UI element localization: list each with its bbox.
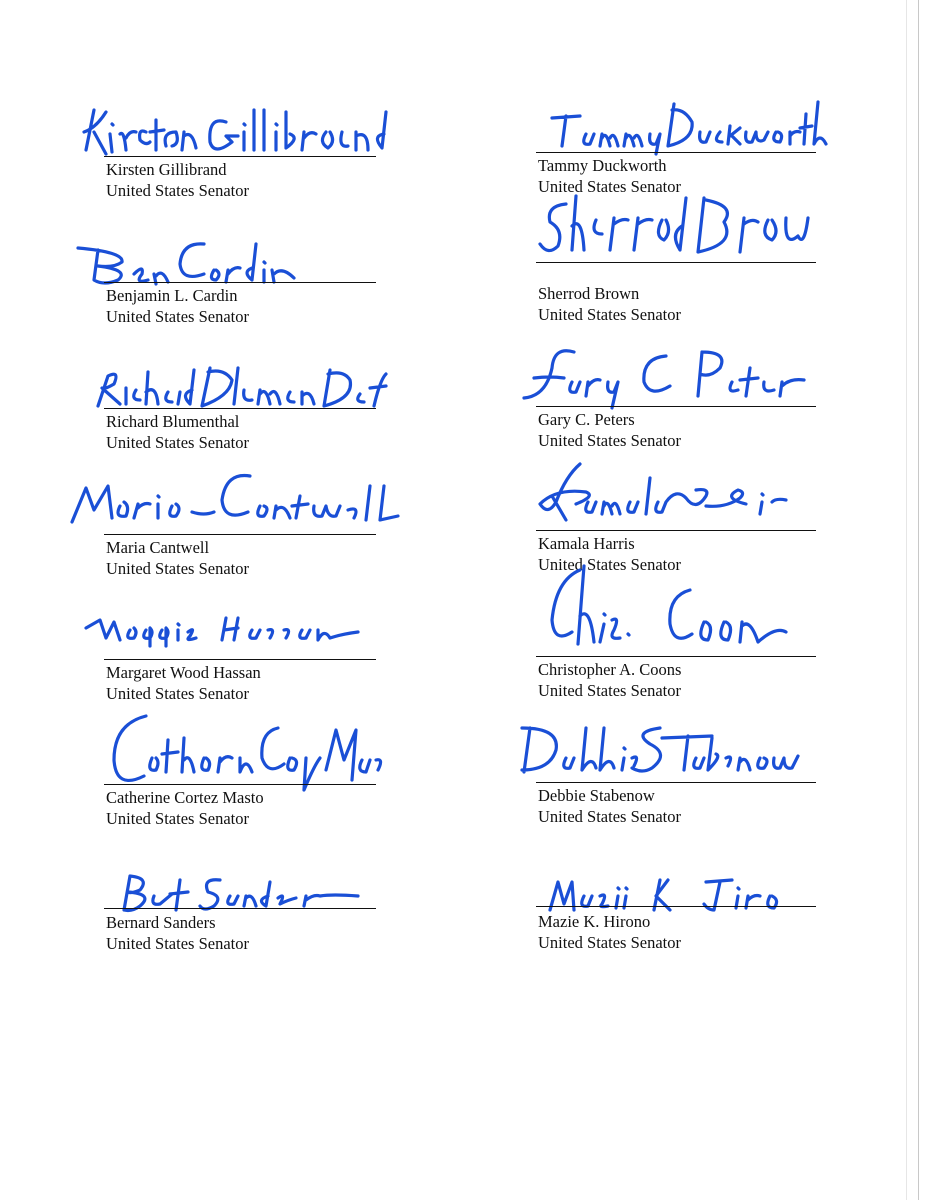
signature-block bbox=[104, 854, 376, 954]
senator-name: Mazie K. Hirono bbox=[538, 912, 651, 931]
senator-name: Benjamin L. Cardin bbox=[106, 286, 238, 305]
signature-image bbox=[80, 608, 370, 648]
signature-line bbox=[536, 782, 816, 783]
signature-block bbox=[104, 226, 376, 326]
signature-line bbox=[536, 406, 816, 407]
senator-name: Debbie Stabenow bbox=[538, 786, 655, 805]
signature-block bbox=[536, 474, 816, 574]
signature-block bbox=[104, 352, 376, 452]
signature-image bbox=[512, 718, 842, 788]
signature-line bbox=[536, 152, 816, 153]
senator-name: Kamala Harris bbox=[538, 534, 635, 553]
senator-title: United States Senator bbox=[538, 933, 681, 952]
senator-name: Margaret Wood Hassan bbox=[106, 663, 261, 682]
signature-block bbox=[536, 350, 816, 450]
signature-image bbox=[84, 356, 404, 416]
signature-image bbox=[76, 102, 396, 162]
senator-title: United States Senator bbox=[106, 934, 249, 953]
senator-title: United States Senator bbox=[106, 684, 249, 703]
signature-line bbox=[536, 656, 816, 657]
senator-name: Richard Blumenthal bbox=[106, 412, 240, 431]
signature-image bbox=[100, 710, 390, 800]
senator-name: Christopher A. Coons bbox=[538, 660, 682, 679]
senator-name: Sherrod Brown bbox=[538, 284, 640, 303]
senator-title: United States Senator bbox=[538, 807, 681, 826]
senator-name: Catherine Cortez Masto bbox=[106, 788, 264, 807]
signature-image bbox=[542, 870, 822, 916]
signature-line bbox=[104, 534, 376, 535]
signature-image bbox=[64, 466, 404, 536]
signature-image bbox=[64, 234, 324, 294]
signature-line bbox=[104, 784, 376, 785]
senator-title: United States Senator bbox=[538, 431, 681, 450]
signature-block bbox=[104, 728, 376, 828]
signature-block bbox=[536, 852, 816, 952]
signature-line bbox=[536, 906, 816, 907]
signature-line bbox=[536, 530, 816, 531]
signature-line bbox=[104, 408, 376, 409]
scan-edge bbox=[918, 0, 919, 1200]
senator-title: United States Senator bbox=[538, 681, 681, 700]
senator-name: Gary C. Peters bbox=[538, 410, 635, 429]
signature-block bbox=[104, 604, 376, 704]
signature-line bbox=[536, 262, 816, 263]
senator-title: United States Senator bbox=[106, 181, 249, 200]
signature-line bbox=[104, 659, 376, 660]
signature-line bbox=[104, 908, 376, 909]
senator-title: United States Senator bbox=[538, 177, 681, 196]
senator-title: United States Senator bbox=[106, 559, 249, 578]
signature-line bbox=[104, 156, 376, 157]
signature-block bbox=[536, 96, 816, 196]
signature-block bbox=[536, 726, 816, 826]
senator-name: Kirsten Gillibrand bbox=[106, 160, 227, 179]
signature-image bbox=[544, 96, 824, 156]
senator-name: Tammy Duckworth bbox=[538, 156, 667, 175]
signature-block bbox=[104, 100, 376, 200]
scan-edge bbox=[906, 0, 907, 1200]
senator-title: United States Senator bbox=[106, 307, 249, 326]
signature-line bbox=[104, 282, 376, 283]
signature-image bbox=[536, 190, 806, 266]
senator-name: Maria Cantwell bbox=[106, 538, 210, 557]
signature-image bbox=[526, 458, 826, 538]
signature-image bbox=[514, 338, 834, 412]
senator-title: United States Senator bbox=[538, 555, 681, 574]
signature-block bbox=[536, 204, 816, 324]
senator-name: Bernard Sanders bbox=[106, 913, 216, 932]
signature-block bbox=[536, 600, 816, 700]
senator-title: United States Senator bbox=[106, 433, 249, 452]
senator-title: United States Senator bbox=[106, 809, 249, 828]
signature-image bbox=[542, 560, 822, 656]
signature-block bbox=[104, 478, 376, 578]
senator-title: United States Senator bbox=[538, 305, 681, 324]
